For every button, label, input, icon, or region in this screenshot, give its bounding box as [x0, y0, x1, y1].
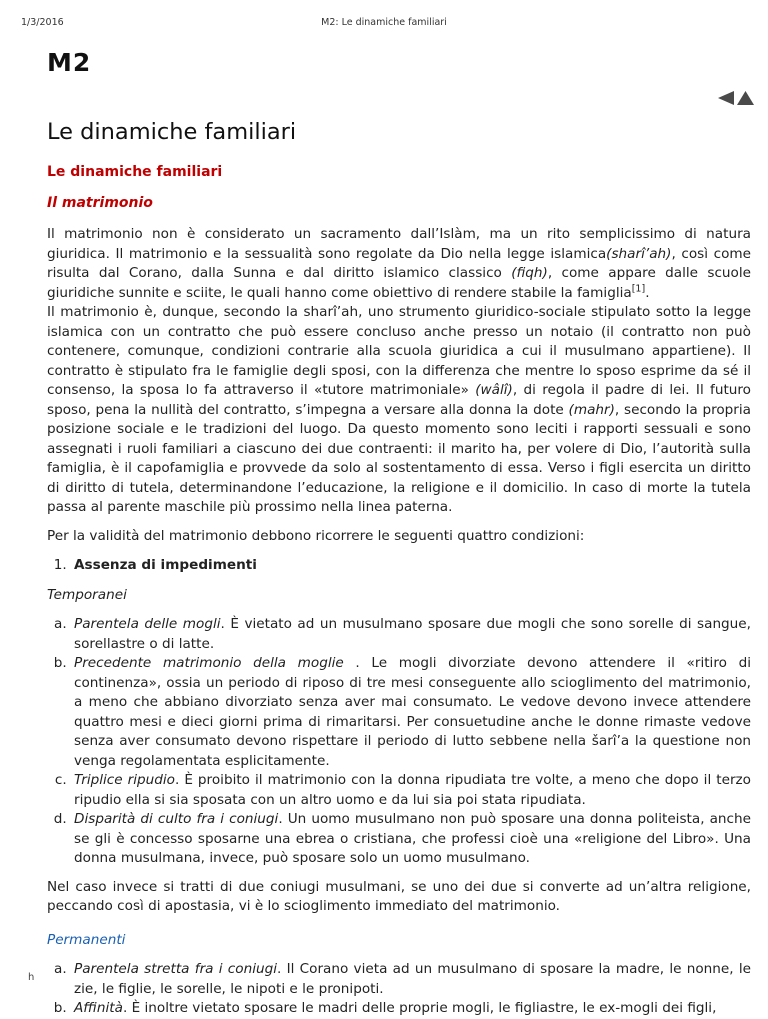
subheading-matrimonio: Il matrimonio — [47, 194, 153, 211]
list-item — [71, 999, 751, 1019]
text: Il matrimonio è, dunque, secondo la sharî’ah, uno strumento giuridico-sociale stipulato sotto la legge islamica con un contratto che può essere concluso anche presso un notaio (il contratto non può contenere, comunque, condizioni contrarie alla scuola giuridica a cui il musulmano appartiene). Il contratto è stipulato fra le famiglie degli sposi, con la differenza che mentre lo sposo esprime da sé il consenso, la sposa lo fa attraverso il «tutore matrimoniale» — [47, 304, 751, 398]
term-fiqh: (fiqh) — [511, 265, 548, 281]
item-title: Precedente matrimonio della moglie — [74, 655, 344, 671]
text: Il matrimonio non è considerato un sacramento dall’Islàm, ma un rito semplicissimo di natura giuridica. Il matrimonio e la sessualità sono regolate da Dio nella legge islamica — [47, 226, 751, 262]
print-title: M2: Le dinamiche familiari — [321, 17, 447, 28]
list-item — [71, 771, 751, 810]
subheading-permanenti[interactable]: Permanenti — [47, 931, 126, 948]
permanent-impediments-list — [47, 960, 751, 1019]
subheading-temporanei: Temporanei — [47, 586, 127, 603]
term-wali: (wâlî) — [475, 382, 513, 398]
footnote-link[interactable]: [1] — [631, 282, 646, 294]
text: , di regola il padre di lei. Il futuro sposo, pena la nullità del contratto, s’impegna a versare alla donna la dote — [47, 382, 751, 418]
triangle-up-icon[interactable] — [737, 91, 754, 105]
list-item — [71, 810, 751, 869]
list-item — [71, 615, 751, 654]
item-title: Triplice ripudio — [74, 772, 175, 788]
item-title: Disparità di culto fra i coniugi — [74, 811, 279, 827]
text: , come appare dalle scuole giuridiche sunnite e sciite, le quali hanno come obiettivo di rendere stabile la famiglia — [47, 265, 751, 301]
text: . — [645, 284, 650, 301]
item-text: . È inoltre vietato sposare le madri delle proprie mogli, le figliastre, le ex-mogli dei figli, — [122, 1000, 717, 1016]
paragraph-conditions: Per la validità del matrimonio debbono ricorrere le seguenti quattro condizioni: — [47, 527, 585, 544]
list-item — [71, 556, 751, 576]
paragraph-1 — [47, 225, 751, 518]
conditions-list — [47, 556, 751, 576]
print-date: 1/3/2016 — [21, 17, 64, 28]
page-marker: h — [28, 972, 35, 983]
item-title: Affinità — [74, 1000, 123, 1016]
document-code: M2 — [47, 48, 92, 77]
page-title: Le dinamiche familiari — [47, 119, 297, 145]
item-text: . Le mogli divorziate devono attendere il «ritiro di continenza», ossia un periodo di riposo di tre mesi conseguente allo scioglimento del matrimonio, a meno che abbiano divorziato senza aver mai consumato. Le vedove devono invece attendere quattro mesi e dieci giorni prima di rimaritarsi. Per consuetudine anche le donne rimaste vedove senza aver consumato devono rispettare il periodo di lutto sebbene nella šarî’a la questione non venga regolamentata esplicitamente. — [74, 655, 751, 769]
item-title: Parentela stretta fra i coniugi — [74, 961, 277, 977]
condition-title: Assenza di impedimenti — [74, 557, 257, 573]
main-content — [47, 163, 751, 1019]
item-text: . È proibito il matrimonio con la donna ripudiata tre volte, a meno che dopo il terzo ripudio ella si sia sposata con un altro uomo e da lui sia poi stata ripudiata. — [74, 772, 751, 808]
list-item — [71, 654, 751, 771]
term-sharia: (sharî’ah) — [606, 245, 672, 262]
section-heading: Le dinamiche familiari — [47, 164, 223, 180]
text: , così come risulta dal Corano, dalla Sunna e dal diritto islamico classico — [47, 245, 751, 281]
list-item — [71, 960, 751, 999]
temporary-impediments-list — [47, 615, 751, 869]
triangle-left-icon[interactable] — [718, 91, 735, 105]
item-title: Parentela delle mogli — [74, 616, 221, 632]
paragraph-apostasy: Nel caso invece si tratti di due coniugi musulmani, se uno dei due si converte ad un’altra religione, peccando così di apostasia, vi è lo scioglimento immediato del matrimonio. — [47, 878, 751, 914]
page-navigation — [718, 91, 754, 105]
term-mahr: (mahr) — [568, 401, 615, 418]
item-text: . Il Corano vieta ad un musulmano di sposare la madre, le nonne, le zie, le figlie, le sorelle, le nipoti e le pronipoti. — [74, 961, 751, 997]
item-text: . Un uomo musulmano non può sposare una donna politeista, anche se gli è concesso sposarne una ebrea o cristiana, che professi cioè una «religione del Libro». Una donna musulmana, invece, può sposare solo un uomo musulmano. — [74, 811, 751, 866]
item-text: . È vietato ad un musulmano sposare due mogli che sono sorelle di sangue, sorellastre o di latte. — [74, 616, 751, 652]
text: , secondo la propria posizione sociale e le tradizioni del luogo. Da questo momento sono leciti i rapporti sessuali e sono assegnati i ruoli familiari a ciascuno dei due contraenti: il marito ha, per volere di Dio, l’autorità sulla famiglia, è il capofamiglia e provvede da solo al sostentamento di essa. Verso i figli esercita un diritto di diritto di tutela, determinandone l’educazione, la religione e il domicilio. In caso di morte la tutela passa al parente maschile più prossimo nella linea paterna. — [47, 401, 752, 515]
